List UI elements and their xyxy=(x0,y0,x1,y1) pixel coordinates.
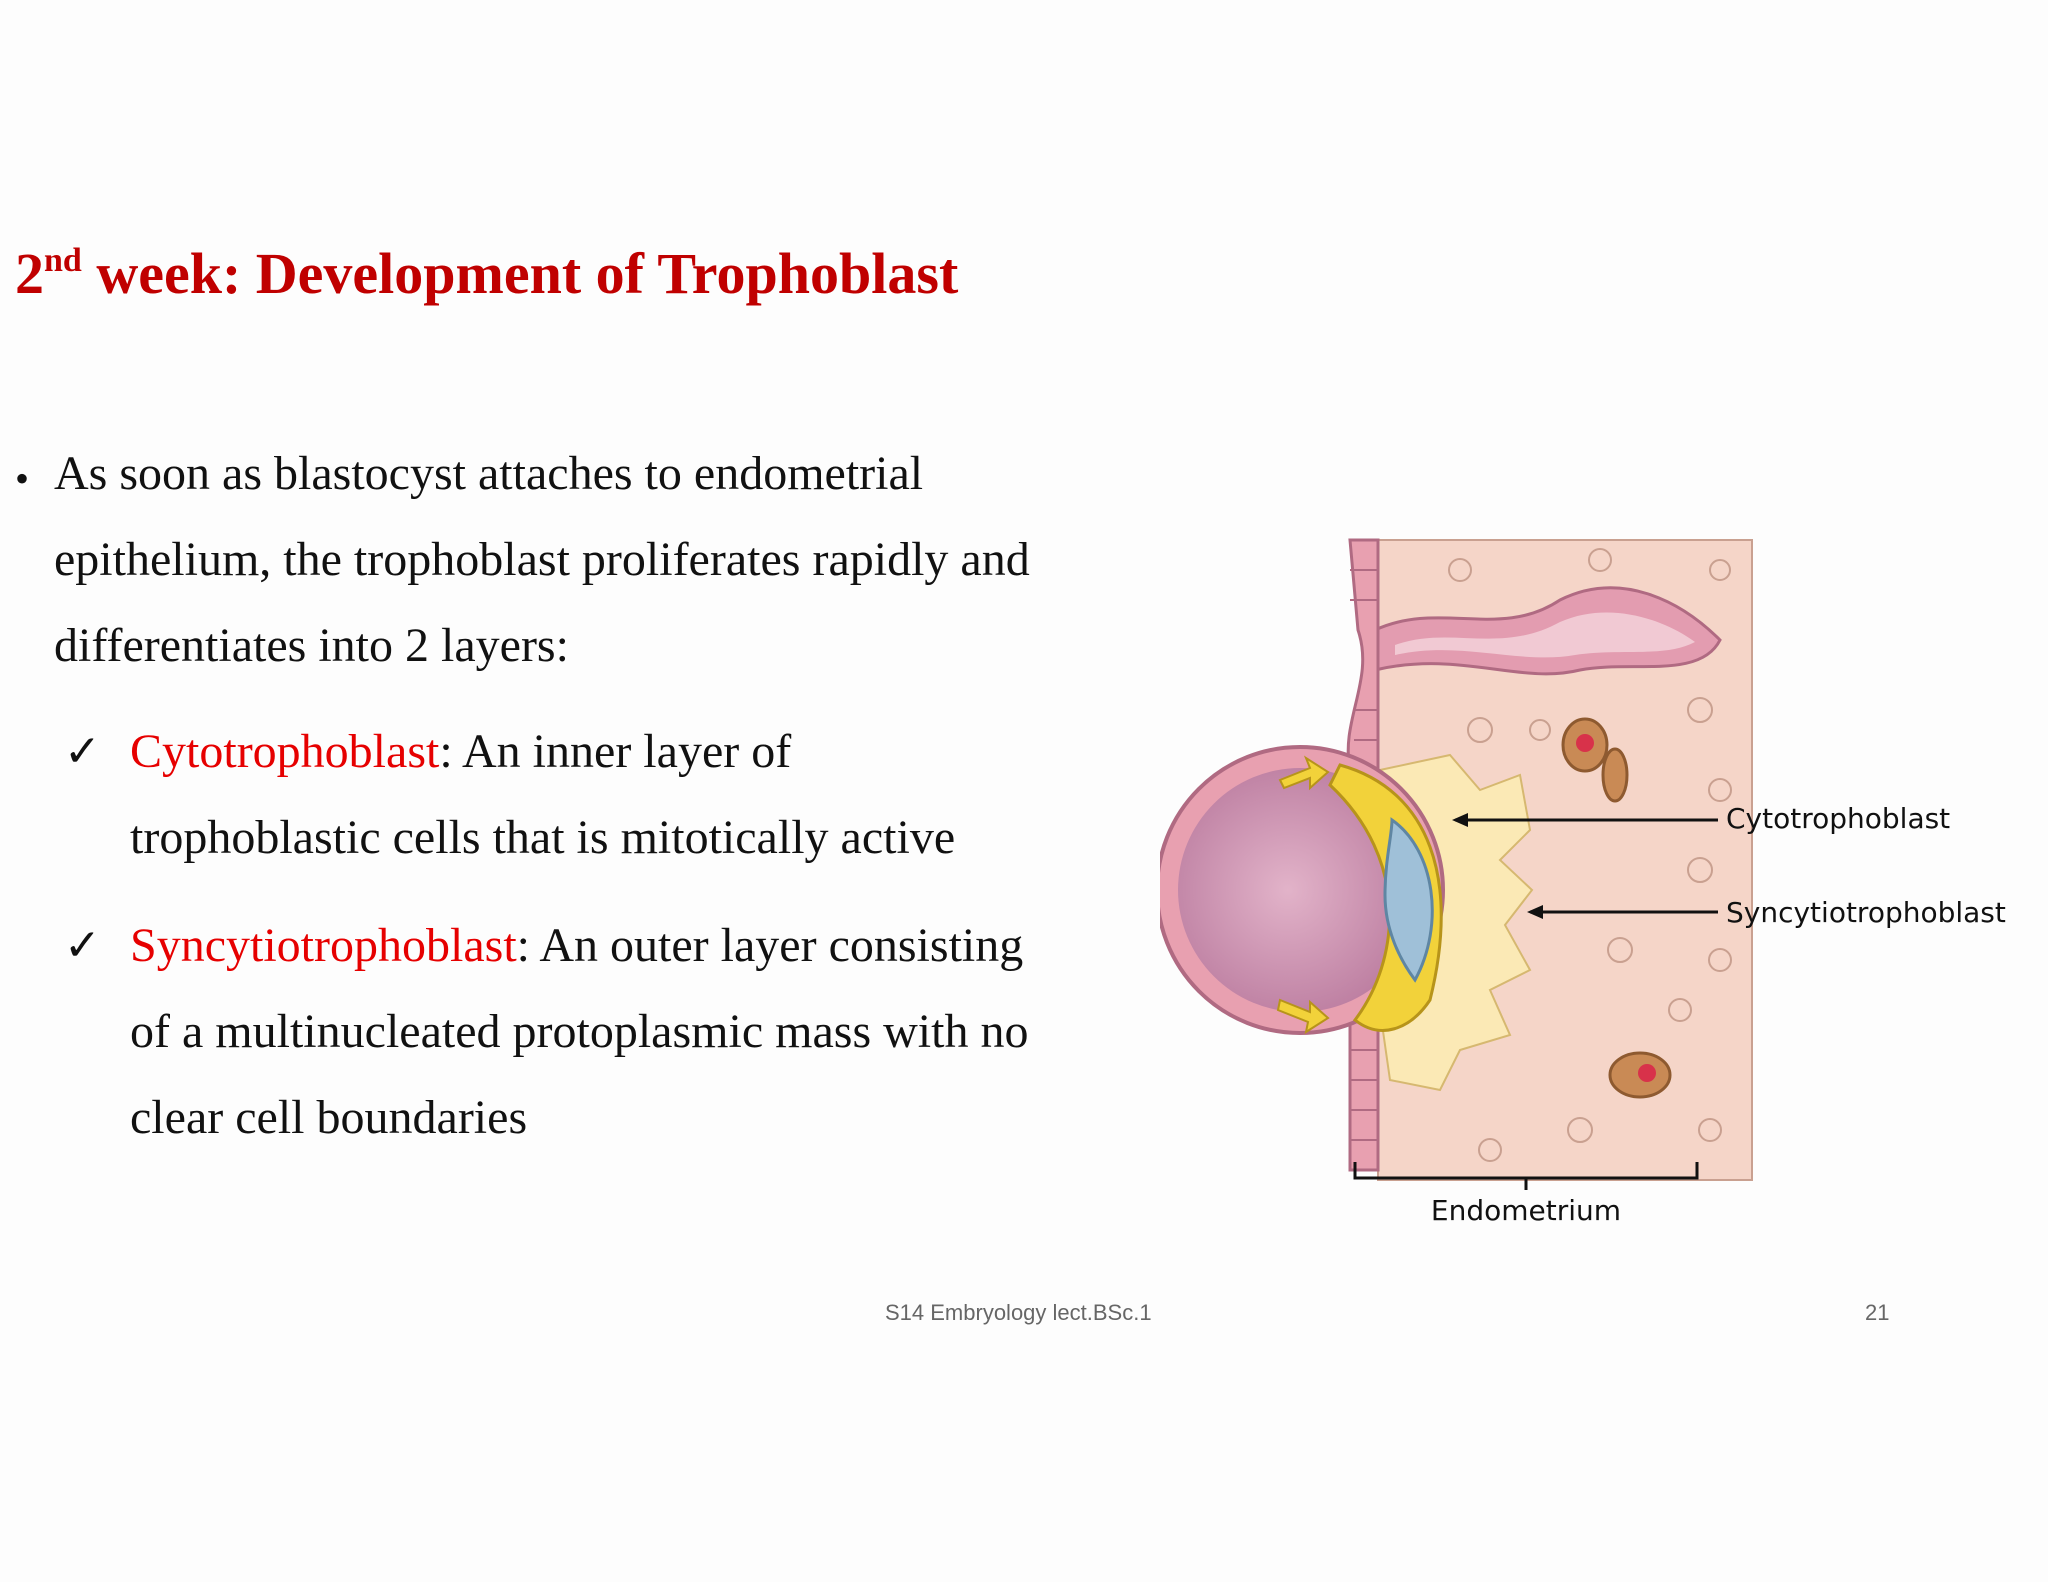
title-superscript: nd xyxy=(44,242,82,279)
bullet-line-2: epithelium, the trophoblast proliferates rapidly and xyxy=(54,533,1030,586)
syncytiotrophoblast-term: Syncytiotrophoblast xyxy=(130,919,517,972)
cytotrophoblast-term: Cytotrophoblast xyxy=(130,725,440,778)
check-mark-2: ✓ xyxy=(64,920,101,971)
footer-course-label: S14 Embryology lect.BSc.1 xyxy=(885,1300,1152,1325)
blood-vessel-1-lumen xyxy=(1576,734,1594,752)
item-2-line-2: of a multinucleated protoplasmic mass with no xyxy=(130,1005,1029,1058)
blood-vessel-2 xyxy=(1603,749,1627,801)
item-2-line-3: clear cell boundaries xyxy=(130,1091,528,1144)
item-2-definition-start: : An outer layer consisting xyxy=(516,919,1024,972)
implantation-diagram xyxy=(1160,530,2040,1230)
page-number: 21 xyxy=(1865,1300,1890,1325)
item-2-line-1 xyxy=(130,919,1024,972)
item-1-line-1 xyxy=(130,725,792,778)
slide-title xyxy=(15,240,958,307)
bullet-line-3: differentiates into 2 layers: xyxy=(54,619,569,672)
blood-vessel-3-lumen xyxy=(1638,1064,1656,1082)
endometrium-label: Endometrium xyxy=(1430,1194,1622,1227)
title-prefix: 2 xyxy=(15,241,44,306)
item-1-line-2: trophoblastic cells that is mitotically active xyxy=(130,811,956,864)
syncytiotrophoblast-label: Syncytiotrophoblast xyxy=(1726,896,2006,929)
check-mark-1: ✓ xyxy=(64,726,101,777)
title-rest: week: Development of Trophoblast xyxy=(81,241,959,306)
bullet-line-1: As soon as blastocyst attaches to endometrial xyxy=(54,447,924,500)
cytotrophoblast-label: Cytotrophoblast xyxy=(1726,802,1951,835)
item-1-definition-start: : An inner layer of xyxy=(439,725,792,778)
bullet-marker: • xyxy=(15,456,30,501)
